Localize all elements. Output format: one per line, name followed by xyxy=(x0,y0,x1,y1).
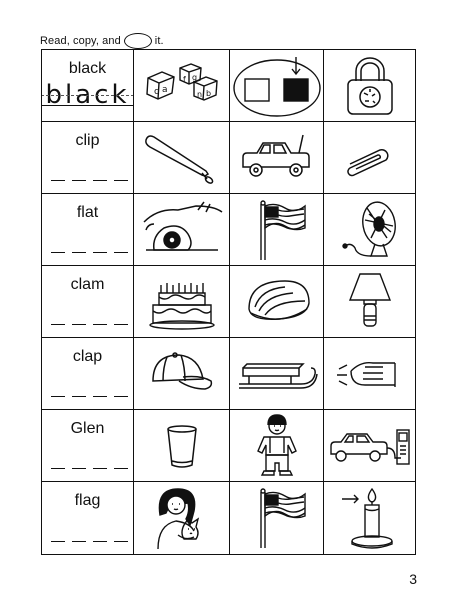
flag-icon xyxy=(247,486,307,550)
paper-clip-icon xyxy=(340,138,400,178)
picture-cell[interactable] xyxy=(134,338,230,410)
picture-cell[interactable] xyxy=(324,122,415,194)
word-label: black xyxy=(68,60,107,77)
flag-icon xyxy=(247,198,307,262)
square-boxes-icon xyxy=(232,53,322,119)
picture-cell[interactable] xyxy=(324,338,415,410)
picture-cell[interactable] xyxy=(230,482,324,554)
picture-cell[interactable] xyxy=(134,410,230,482)
picture-cell[interactable] xyxy=(324,194,415,266)
word-cell-clip xyxy=(42,122,134,194)
picture-cell[interactable] xyxy=(230,338,324,410)
copy-blanks[interactable] xyxy=(51,468,128,469)
picture-cell[interactable] xyxy=(230,266,324,338)
page-number: 3 xyxy=(409,571,417,587)
copy-blanks[interactable] xyxy=(51,541,128,542)
word-cell-clap xyxy=(42,338,134,410)
svg-text:a: a xyxy=(161,84,168,95)
word-cell-clam xyxy=(42,266,134,338)
blocks-icon xyxy=(140,56,224,116)
copy-blanks[interactable] xyxy=(51,396,128,397)
picture-cell[interactable] xyxy=(230,50,324,122)
word-label: clap xyxy=(72,348,103,365)
picture-cell[interactable] xyxy=(134,50,230,122)
picture-cell[interactable] xyxy=(230,122,324,194)
cap-icon xyxy=(147,349,217,399)
word-label: flag xyxy=(74,492,101,509)
cake-icon xyxy=(147,273,217,331)
word-label: clip xyxy=(75,132,100,149)
car-plugged-in-icon xyxy=(327,422,413,470)
word-cell-flat xyxy=(42,194,134,266)
picture-cell[interactable] xyxy=(134,122,230,194)
girl-with-cat-icon xyxy=(148,485,216,551)
lamp-icon xyxy=(340,270,400,334)
picture-cell[interactable] xyxy=(134,194,230,266)
flat-tire-icon xyxy=(140,200,224,260)
svg-text:c: c xyxy=(153,86,159,97)
svg-text:f: f xyxy=(182,74,186,84)
traced-word: black xyxy=(45,80,130,110)
picture-cell[interactable] xyxy=(324,50,415,122)
copy-blanks[interactable] xyxy=(51,180,128,181)
car-icon xyxy=(239,133,315,183)
svg-text:g: g xyxy=(191,72,197,82)
picture-cell[interactable] xyxy=(230,194,324,266)
baseball-bat-icon xyxy=(140,130,224,186)
word-cell-glen xyxy=(42,410,134,482)
instruction-text-after: it. xyxy=(154,34,164,47)
word-cell-black xyxy=(42,50,134,122)
svg-text:n: n xyxy=(196,89,202,99)
clapping-hands-icon xyxy=(335,351,405,397)
instruction-text-before: Read, copy, and xyxy=(40,34,121,47)
word-label: Glen xyxy=(70,420,105,437)
picture-cell[interactable] xyxy=(134,266,230,338)
instructions xyxy=(40,33,164,49)
worksheet-grid xyxy=(41,49,416,555)
picture-cell[interactable] xyxy=(324,410,415,482)
sled-icon xyxy=(235,354,319,394)
padlock-icon xyxy=(340,55,400,117)
picture-cell[interactable] xyxy=(134,482,230,554)
word-label: flat xyxy=(76,204,99,221)
picture-cell[interactable] xyxy=(324,482,415,554)
word-cell-flag xyxy=(42,482,134,554)
picture-cell[interactable] xyxy=(324,266,415,338)
clam-shell-icon xyxy=(241,275,313,329)
glass-icon xyxy=(162,423,202,469)
picture-cell[interactable] xyxy=(230,410,324,482)
copy-blanks[interactable] xyxy=(51,252,128,253)
boy-icon xyxy=(250,413,304,479)
oval-icon xyxy=(124,33,152,49)
svg-text:b: b xyxy=(205,88,211,98)
word-label: clam xyxy=(70,276,105,293)
copy-blanks[interactable] xyxy=(51,324,128,325)
candle-icon xyxy=(338,485,402,551)
fan-icon xyxy=(335,198,405,262)
